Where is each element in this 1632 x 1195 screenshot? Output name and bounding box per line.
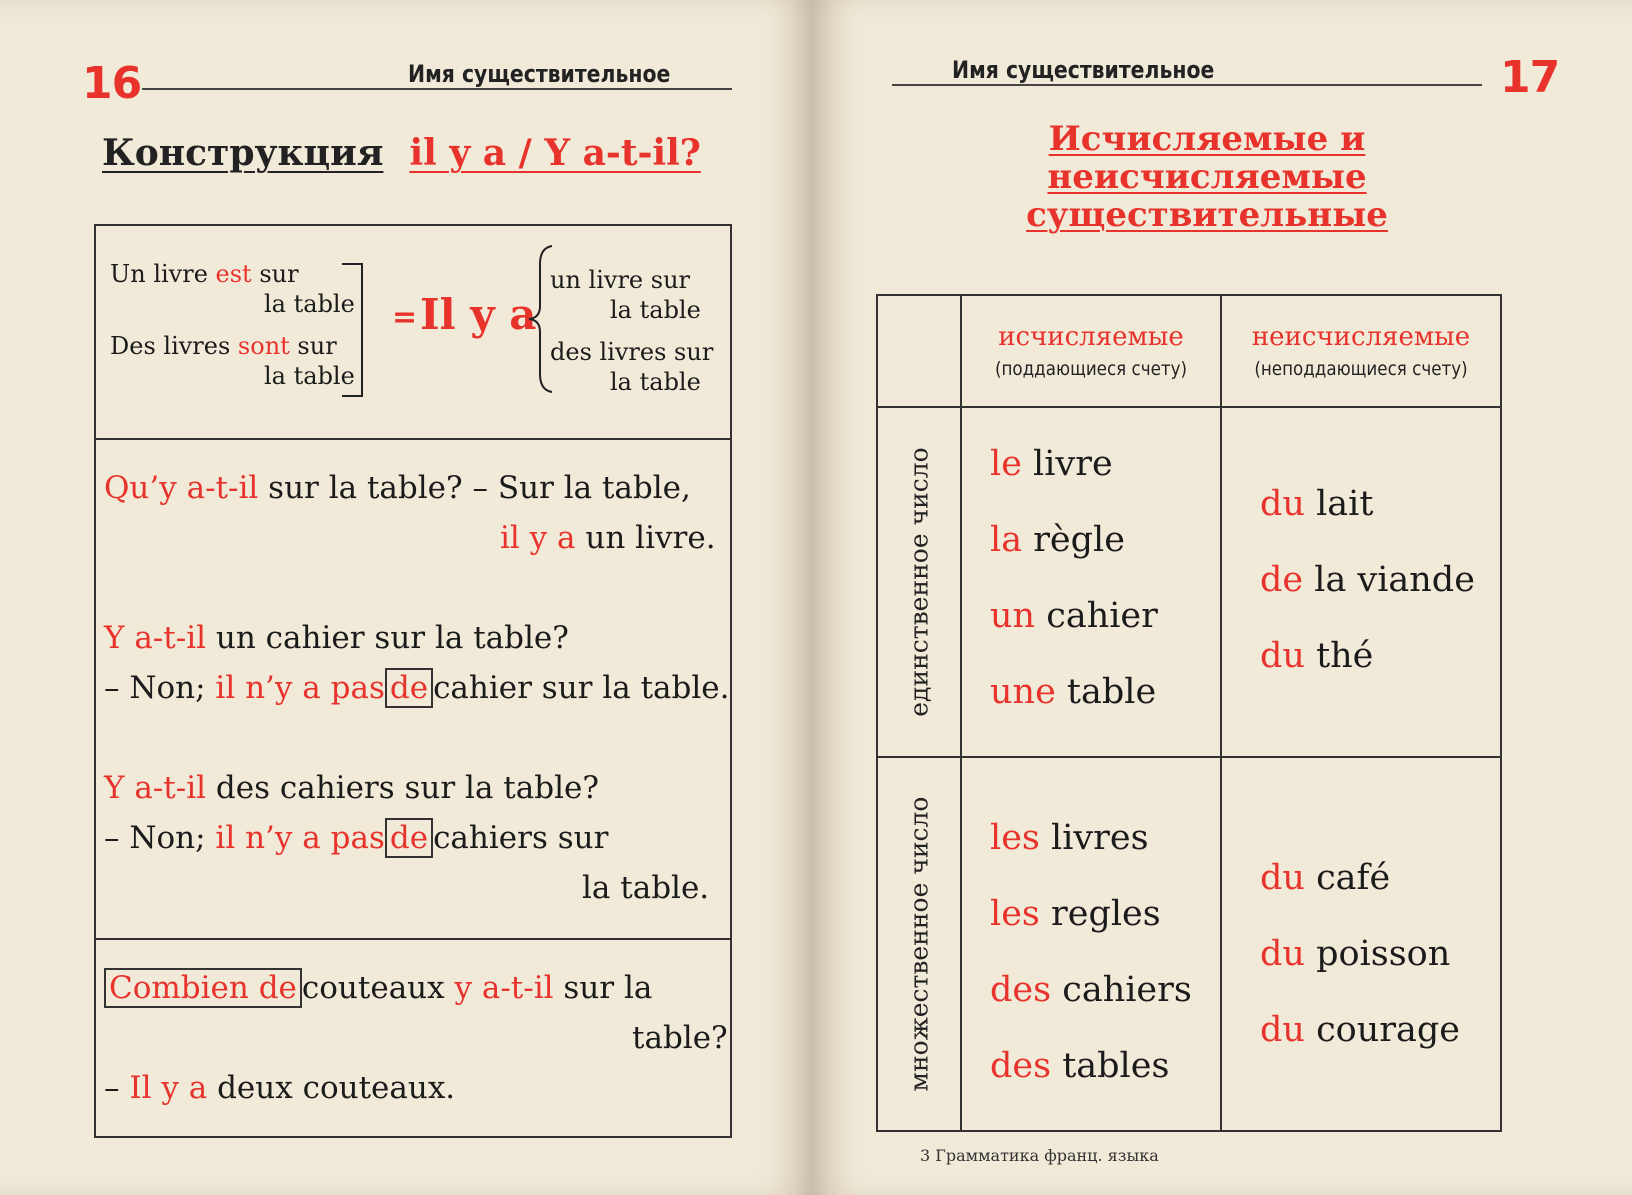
title-main: Конструкция	[102, 132, 384, 174]
title-line-3: существительные	[1026, 195, 1388, 235]
c-line-1: Combien de couteaux y a-t-il sur la	[104, 970, 652, 1006]
singular-label: единственное число	[904, 447, 934, 717]
q2-line-2: – Non; il n’y a pas de cahier sur la table.	[104, 670, 730, 706]
plural-row	[877, 757, 1501, 1131]
right-bracket	[340, 262, 366, 398]
list-item: le livre	[990, 444, 1113, 484]
header-countable	[961, 295, 1221, 407]
framed-de-2: de	[385, 818, 433, 858]
running-head-left: Имя существительное	[408, 60, 671, 88]
right-page	[812, 0, 1632, 1195]
q3-line-1: Y a-t-il des cahiers sur la table?	[104, 770, 599, 806]
title-red: il y a / Y a-t-il?	[409, 132, 701, 174]
eq-line-4: la table	[264, 362, 355, 390]
plural-label-cell	[877, 757, 961, 1131]
list-item: les livres	[990, 818, 1149, 858]
col2-sub: (неподдающиеся счету)	[1254, 358, 1468, 380]
plural-label: множественное число	[904, 796, 934, 1092]
list-item: du thé	[1260, 636, 1374, 676]
list-item: du poisson	[1260, 934, 1451, 974]
il-y-a-big: Il y a	[420, 290, 537, 339]
title-line-1: Исчисляемые и	[1048, 119, 1366, 159]
plural-uncountable-cell	[1221, 757, 1501, 1131]
framed-de-1: de	[385, 668, 433, 708]
nouns-table	[876, 294, 1502, 1132]
c-line-2: table?	[632, 1020, 728, 1056]
eq-right-4: la table	[610, 368, 701, 396]
running-head-right: Имя существительное	[952, 56, 1215, 84]
construction-box	[94, 224, 732, 1138]
c-line-3: – Il y a deux couteaux.	[104, 1070, 456, 1106]
q1-line-1: Qu’y a-t-il sur la table? – Sur la table,	[104, 470, 691, 506]
page-number-left: 16	[82, 58, 142, 109]
title-line-2: неисчисляемые	[1047, 157, 1367, 197]
list-item: de la viande	[1260, 560, 1475, 600]
equals-sign: =	[392, 300, 418, 335]
header-rule-left	[142, 88, 732, 90]
framed-combien: Combien de	[104, 968, 302, 1008]
list-item: du lait	[1260, 484, 1374, 524]
page-title-right	[812, 120, 1602, 234]
header-empty-cell	[877, 295, 961, 407]
page-number-right: 17	[1500, 52, 1560, 103]
plural-countable-cell	[961, 757, 1221, 1131]
header-rule-right	[892, 84, 1482, 86]
q3-line-2: – Non; il n’y a pas de cahiers sur	[104, 820, 609, 856]
col1-title: исчисляемые	[998, 322, 1184, 352]
eq-line-3: Des livres sont sur	[110, 332, 337, 360]
eq-line-2: la table	[264, 290, 355, 318]
list-item: des tables	[990, 1046, 1170, 1086]
singular-label-cell	[877, 407, 961, 757]
list-item: des cahiers	[990, 970, 1192, 1010]
eq-right-3: des livres sur	[550, 338, 714, 366]
q1-line-2: il y a un livre.	[500, 520, 716, 556]
table-header-row	[877, 295, 1501, 407]
page-footer: 3 Грамматика франц. языка	[920, 1146, 1159, 1165]
eq-line-1: Un livre est sur	[110, 260, 299, 288]
list-item: les regles	[990, 894, 1161, 934]
divider-1	[96, 438, 730, 440]
list-item: du courage	[1260, 1010, 1461, 1050]
singular-uncountable-cell	[1221, 407, 1501, 757]
divider-2	[96, 938, 730, 940]
header-uncountable	[1221, 295, 1501, 407]
singular-countable-cell	[961, 407, 1221, 757]
q3-line-3: la table.	[582, 870, 710, 906]
singular-row	[877, 407, 1501, 757]
col2-title: неисчисляемые	[1251, 322, 1471, 352]
list-item: la règle	[990, 520, 1125, 560]
col1-sub: (поддающиеся счету)	[994, 358, 1188, 380]
list-item: du café	[1260, 858, 1391, 898]
page-title-left	[102, 132, 701, 174]
left-page	[0, 0, 812, 1195]
q2-line-1: Y a-t-il un cahier sur la table?	[104, 620, 569, 656]
eq-right-2: la table	[610, 296, 701, 324]
list-item: une table	[990, 672, 1157, 712]
list-item: un cahier	[990, 596, 1158, 636]
eq-right-1: un livre sur	[550, 266, 691, 294]
